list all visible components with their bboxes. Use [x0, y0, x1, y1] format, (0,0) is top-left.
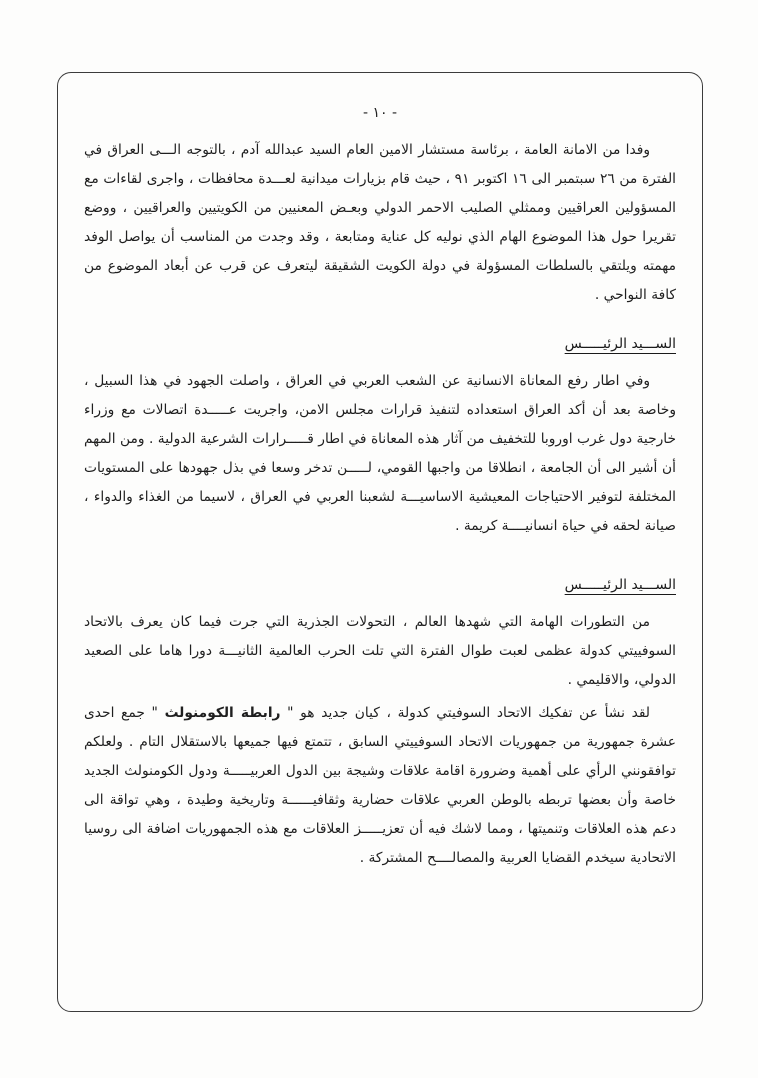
paragraph-amana-delegation: وفدا من الامانة العامة ، برئاسة مستشار الامين العام السيد عبدالله آدم ، بالتوجه الـــى العراق في الفترة من ٢٦ سبتمبر الى ١٦ اكتوبر ٩١ ، حيث قام بزيارات ميدانية لعـــدة محافظات ، واجرى لقاءات مع المسؤولين العراقيين وممثلي الصليب الاحمر الدولي وبعـض المعنيين من الكويتيين والعراقيين ، ووضع تقريرا حول هذا الموضوع الهام الذي نوليه كل عناية ومتابعة ، وقد وجدت من المناسب أن يواصل الوفد مهمته ويلتقي بالسلطات المسؤولة في دولة الكويت الشقيقة ليتعرف عن قرب عن أبعاد الموضوع من كافة النواحي .: [84, 142, 676, 303]
page-content: [84, 99, 676, 873]
paragraph-iraq-suffering: وفي اطار رفع المعاناة الانسانية عن الشعب العربي في العراق ، واصلت الجهود في هذا السبيل ، وخاصة بعد أن أكد العراق استعداده لتنفيذ قرارات مجلس الامن، واجريت عـــــدة اتصالات مع وزراء خارجية دول غرب اوروبا للتخفيف من آثار هذه المعاناة في اطار قـــــرارات الشرعية الدولية . ومن المهم أن أشير الى أن الجامعة ، انطلاقا من واجبها القومي، لـــــن تدخر وسعا في بذل جهودها على المستويات المختلفة لتوفير الاحتياجات المعيشية الاساسيـــة لشعبنا العربي في العراق ، لاسيما من الغذاء والدواء ، صيانة لحقه في حياة انسانيــــة كريمة .: [84, 373, 676, 534]
salutation-heading-2: الســـيد الرئيـــــس: [564, 577, 676, 593]
page-border: [57, 72, 703, 1012]
paragraph-commonwealth-suffix: " جمع احدى عشرة جمهورية من جمهوريات الاتحاد السوفييتي السابق ، تتمتع فيها جميعها بالاستقلال التام . ولعلكم توافقونني الرأي على أهمية وضرورة اقامة علاقات وشيجة بين الدول العربيـــــة ودول الكومنولث الجديد خاصة وأن بعضها تربطه بالوطن العربي علاقات حضارية وثقافيــــــة وتاريخية وطيدة ، وهي تواقة الى دعم هذه العلاقات وتنميتها ، ومما لاشك فيه أن تعزيـــــز العلاقات مع هذه الجمهوريات اضافة الى روسيا الاتحادية سيخدم القضايا العربية والمصالــــح المشتركة .: [84, 705, 676, 866]
page-number: - ١٠ -: [362, 105, 398, 121]
salutation-heading-1: الســـيد الرئيـــــس: [564, 336, 676, 352]
paragraph-commonwealth: [84, 699, 676, 873]
paragraph-soviet-transformations: من التطورات الهامة التي شهدها العالم ، التحولات الجذرية التي جرت فيما كان يعرف بالاتحاد السوفييتي كدولة عظمى لعبت طوال الفترة التي تلت الحرب العالمية الثانيـــة دورا هاما على الصعيد الدولي، والاقليمي .: [84, 614, 676, 688]
commonwealth-term: رابطة الكومنولث: [164, 705, 281, 721]
paragraph-commonwealth-prefix: لقد نشأ عن تفكيك الاتحاد السوفيتي كدولة ، كيان جديد هو ": [280, 705, 651, 721]
